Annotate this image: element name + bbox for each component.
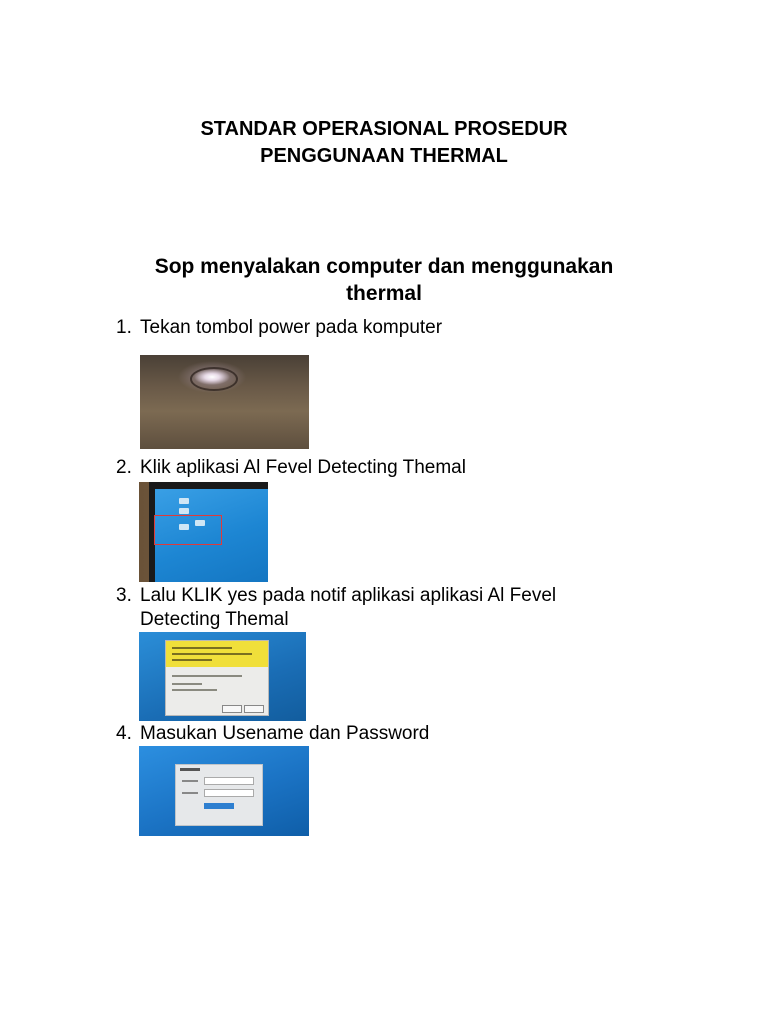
step-3-text (140, 584, 636, 632)
no-button-graphic (244, 705, 264, 713)
dialog-text-line (172, 689, 217, 691)
power-button-ring (190, 367, 238, 391)
login-dialog-photo (139, 746, 309, 836)
desktop-icon (179, 498, 189, 504)
dialog-text-line (172, 675, 242, 677)
desktop-icon (179, 508, 189, 514)
password-label-graphic (182, 792, 198, 794)
document-title-line-2: PENGGUNAAN THERMAL (260, 145, 508, 167)
step-3-text-line-1: Lalu KLIK yes pada notif aplikasi aplikasi Al Fevel (140, 585, 557, 606)
power-button-photo (140, 355, 309, 449)
banner-text-line (172, 647, 232, 649)
login-dialog (175, 764, 263, 826)
username-label-graphic (182, 780, 198, 782)
notification-dialog (165, 640, 269, 716)
step-1-number: 1. (116, 317, 132, 338)
warning-banner (166, 641, 268, 667)
step-2 (116, 456, 636, 480)
login-button-graphic (204, 803, 234, 809)
banner-text-line (172, 653, 252, 655)
step-3 (116, 584, 636, 632)
document-title-line-1: STANDAR OPERASIONAL PROSEDUR (200, 118, 568, 140)
section-heading-line-1: Sop menyalakan computer dan menggunakan (154, 255, 614, 278)
yes-button-graphic (222, 705, 242, 713)
dialog-text-line (172, 683, 202, 685)
step-3-number: 3. (116, 585, 132, 606)
step-3-text-line-2: Detecting Themal (140, 609, 289, 630)
step-4-number: 4. (116, 723, 132, 744)
step-4 (116, 722, 636, 746)
step-2-number: 2. (116, 457, 132, 478)
login-dialog-header (180, 768, 200, 771)
step-1-text: Tekan tombol power pada komputer (140, 317, 443, 338)
section-heading (0, 253, 768, 307)
step-4-text: Masukan Usename dan Password (140, 723, 430, 744)
desktop-app-icon-photo (139, 482, 268, 582)
username-field-graphic (204, 777, 254, 785)
step-1 (116, 316, 636, 340)
notification-dialog-photo (139, 632, 306, 721)
monitor-bezel-top (149, 482, 268, 489)
step-2-text: Klik aplikasi Al Fevel Detecting Themal (140, 457, 466, 478)
banner-text-line (172, 659, 212, 661)
highlight-box (154, 515, 222, 545)
password-field-graphic (204, 789, 254, 797)
document-title (0, 116, 768, 170)
section-heading-line-2: thermal (346, 282, 422, 305)
